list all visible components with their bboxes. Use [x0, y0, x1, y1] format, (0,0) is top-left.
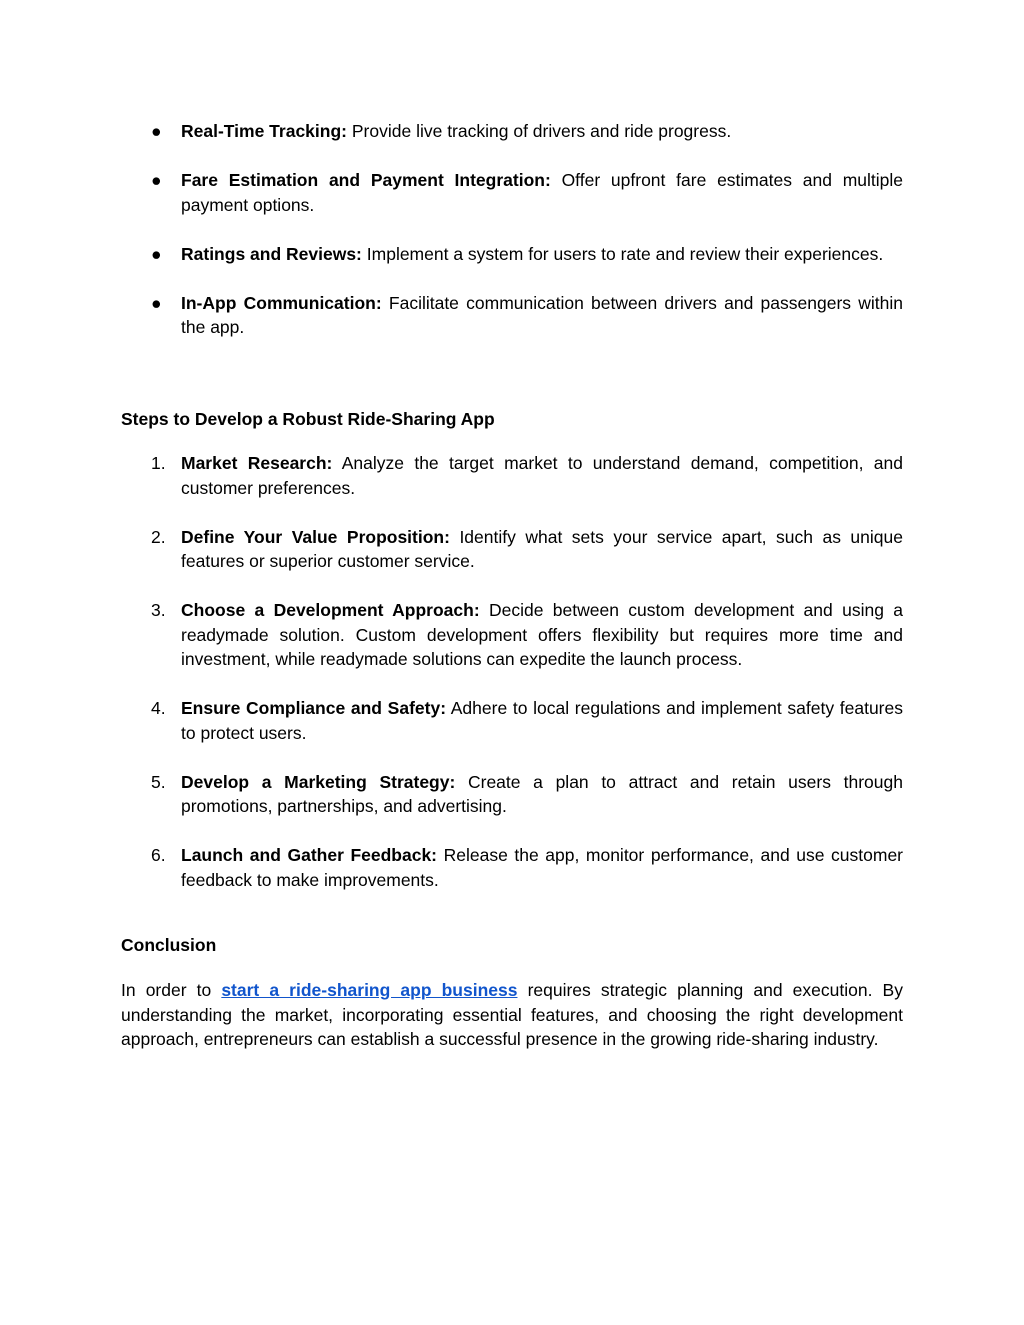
- step-term: Develop a Marketing Strategy:: [181, 771, 456, 792]
- feature-description: Provide live tracking of drivers and ride progress.: [351, 121, 732, 141]
- list-item: [121, 770, 903, 819]
- step-description: Release the app, monitor performance, and use customer feedback to make improvements.: [181, 845, 903, 890]
- list-item: [121, 696, 903, 745]
- bullet-marker: ●: [151, 121, 162, 141]
- conclusion-text-before-link: In order to: [121, 980, 212, 1000]
- feature-term: In-App Communication:: [181, 292, 382, 313]
- bullet-marker: ●: [151, 243, 162, 264]
- step-term: Choose a Development Approach:: [181, 600, 480, 620]
- bullet-marker: ●: [151, 292, 162, 313]
- list-item: [121, 242, 903, 267]
- step-description: Identify what sets your service apart, such as unique features or superior customer service.: [181, 526, 903, 571]
- list-item: [121, 291, 903, 340]
- steps-numbered-list: [121, 451, 903, 917]
- feature-term: Real-Time Tracking:: [181, 121, 347, 141]
- step-number: 3.: [151, 600, 166, 620]
- steps-heading: Steps to Develop a Robust Ride-Sharing App: [121, 409, 495, 429]
- ride-sharing-business-link[interactable]: start a ride-sharing app business: [221, 980, 518, 1000]
- list-item: [121, 119, 903, 144]
- feature-term: Fare Estimation and Payment Integration:: [181, 170, 551, 190]
- list-item: [121, 168, 903, 217]
- step-description: Adhere to local regulations and implement safety features to protect users.: [181, 698, 903, 743]
- list-item: [121, 598, 903, 672]
- step-term: Launch and Gather Feedback:: [181, 845, 438, 865]
- step-description: Create a plan to attract and retain users through promotions, partnerships, and advertising.: [181, 771, 903, 816]
- feature-term: Ratings and Reviews:: [181, 243, 362, 264]
- step-number: 6.: [151, 845, 166, 865]
- conclusion-heading: Conclusion: [121, 935, 217, 955]
- list-item: [121, 525, 903, 574]
- bullet-marker: ●: [151, 170, 162, 190]
- step-description: Analyze the target market to understand demand, competition, and customer preferences.: [181, 453, 903, 498]
- list-item: [121, 843, 903, 892]
- step-number: 5.: [151, 771, 166, 792]
- feature-description: Facilitate communication between drivers and passengers within the app.: [181, 292, 903, 337]
- step-term: Market Research:: [181, 453, 333, 473]
- step-term: Ensure Compliance and Safety:: [181, 698, 447, 718]
- step-term: Define Your Value Proposition:: [181, 526, 450, 547]
- step-number: 2.: [151, 526, 166, 547]
- feature-bullet-list: [121, 119, 903, 364]
- step-number: 4.: [151, 698, 166, 718]
- conclusion-paragraph: [121, 978, 903, 1052]
- list-item: [121, 451, 903, 500]
- conclusion-text-after-link: requires strategic planning and execution. By understanding the market, incorporating essential features, and choosing the right development approach, entrepreneurs can establish a successful presence in the growing ride-sharing industry.: [121, 980, 903, 1049]
- feature-description: Implement a system for users to rate and review their experiences.: [366, 243, 884, 264]
- feature-description: Offer upfront fare estimates and multiple payment options.: [181, 170, 903, 215]
- step-number: 1.: [151, 453, 166, 473]
- step-description: Decide between custom development and using a readymade solution. Custom development offers flexibility but requires more time and investment, while readymade solutions can expedite the launch process.: [181, 600, 903, 669]
